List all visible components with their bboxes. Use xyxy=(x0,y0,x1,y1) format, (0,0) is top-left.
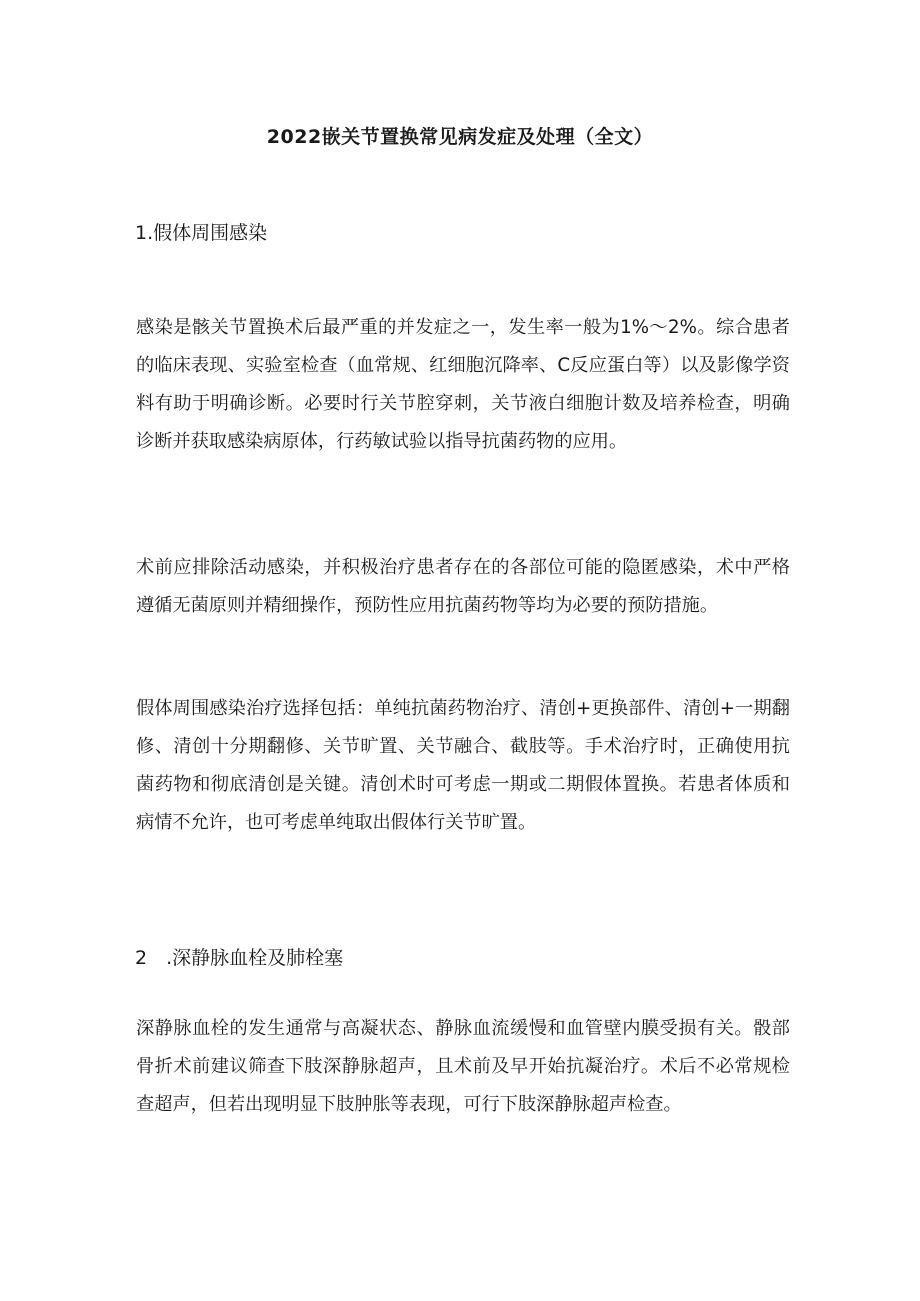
section-heading-dvt: 2 .深静脉血栓及肺栓塞 xyxy=(135,947,344,969)
paragraph-infection-overview: 感染是骸关节置换术后最严重的并发症之一，发生率一般为1%～2%。综合患者的临床表现、实验室检查（血常规、红细胞沉降率、C反应蛋白等）以及影像学资料有助于明确诊断。必要时行关节腔穿刺，关节液白细胞计数及培养检查，明确诊断并获取感染病原体，行药敏试验以指导抗菌药物的应用。 xyxy=(136,317,790,452)
paragraph-infection-prevention: 术前应排除活动感染，并积极治疗患者存在的各部位可能的隐匿感染，术中严格遵循无菌原则并精细操作，预防性应用抗菌药物等均为必要的预防措施。 xyxy=(136,557,790,616)
paragraph-dvt-overview: 深静脉血栓的发生通常与高凝状态、静脉血流缓慢和血管壁内膜受损有关。骰部骨折术前建议筛查下肢深静脉超声，且术前及早开始抗凝治疗。术后不必常规检查超声，但若出现明显下肢肿胀等表现，可行下肢深静脉超声检查。 xyxy=(136,1018,790,1115)
paragraph-infection-treatment: 假体周围感染治疗选择包括：单纯抗菌药物治疗、清创+更换部件、清创+一期翻修、清创十分期翻修、关节旷置、关节融合、截肢等。手术治疗时，正确使用抗菌药物和彻底清创是关键。清创术时可考虑一期或二期假体置换。若患者体质和病情不允许，也可考虑单纯取出假体行关节旷置。 xyxy=(136,698,790,833)
document-title: 2022嵌关节置换常见病发症及处理（全文） xyxy=(266,126,654,148)
section-heading-infection: 1.假体周围感染 xyxy=(135,222,268,244)
